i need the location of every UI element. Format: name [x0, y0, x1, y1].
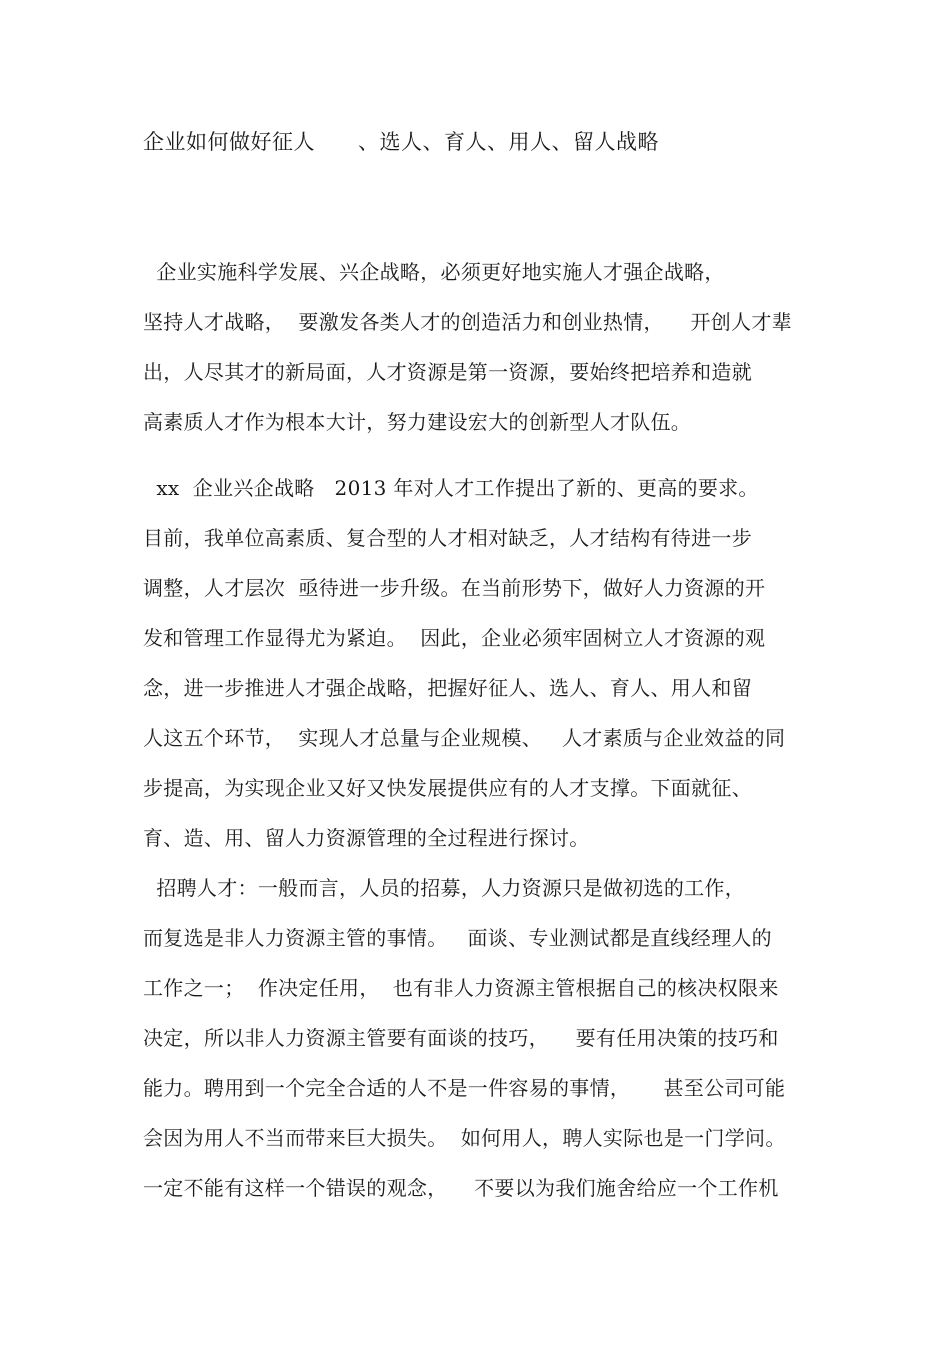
text-line: 会因为用人不当而带来巨大损失。 如何用人，聘人实际也是一门学问。: [143, 1126, 786, 1150]
text-line: 目前，我单位高素质、复合型的人才相对缺乏，人才结构有待进一步: [143, 526, 752, 550]
text-line: 步提高，为实现企业又好又快发展提供应有的人才支撑。下面就征、: [143, 776, 752, 800]
text-line: 企业实施科学发展、兴企战略，必须更好地实施人才强企战略，: [143, 260, 725, 284]
text-line: 决定，所以非人力资源主管要有面谈的技巧， 要有任用决策的技巧和: [143, 1026, 779, 1050]
text-line: 工作之一； 作决定任用， 也有非人力资源主管根据自己的核决权限来: [143, 976, 779, 1000]
text-line: 高素质人才作为根本大计，努力建设宏大的创新型人才队伍。: [143, 410, 692, 434]
document-body: [143, 247, 843, 1213]
text-line: xx 企业兴企战略 2013 年对人才工作提出了新的、更高的要求。: [143, 476, 759, 500]
text-line: 一定不能有这样一个错误的观念， 不要以为我们施舍给应一个工作机: [143, 1176, 779, 1200]
text-line: 调整，人才层次 亟待进一步升级。在当前形势下，做好人力资源的开: [143, 576, 766, 600]
text-line: 发和管理工作显得尤为紧迫。 因此，企业必须牢固树立人才资源的观: [143, 626, 766, 650]
text-line: 念，进一步推进人才强企战略，把握好征人、选人、育人、用人和留: [143, 676, 752, 700]
paragraph-gap: [143, 447, 843, 463]
text-line: 坚持人才战略， 要激发各类人才的创造活力和创业热情， 开创人才辈: [143, 310, 792, 334]
text-line: 招聘人才：一般而言，人员的招募，人力资源只是做初选的工作，: [143, 876, 746, 900]
text-line: 能力。聘用到一个完全合适的人不是一件容易的事情， 甚至公司可能: [143, 1076, 786, 1100]
text-line: 而复选是非人力资源主管的事情。 面谈、专业测试都是直线经理人的: [143, 926, 772, 950]
document-title: 企业如何做好征人 、选人、育人、用人、留人战略: [143, 130, 660, 154]
paragraph-1: [143, 247, 843, 447]
text-line: 出，人尽其才的新局面，人才资源是第一资源，要始终把培养和造就: [143, 360, 752, 384]
paragraph-2: [143, 463, 843, 1213]
text-line: 人这五个环节， 实现人才总量与企业规模、 人才素质与企业效益的同: [143, 726, 786, 750]
text-line: 育、造、用、留人力资源管理的全过程进行探讨。: [143, 826, 590, 850]
